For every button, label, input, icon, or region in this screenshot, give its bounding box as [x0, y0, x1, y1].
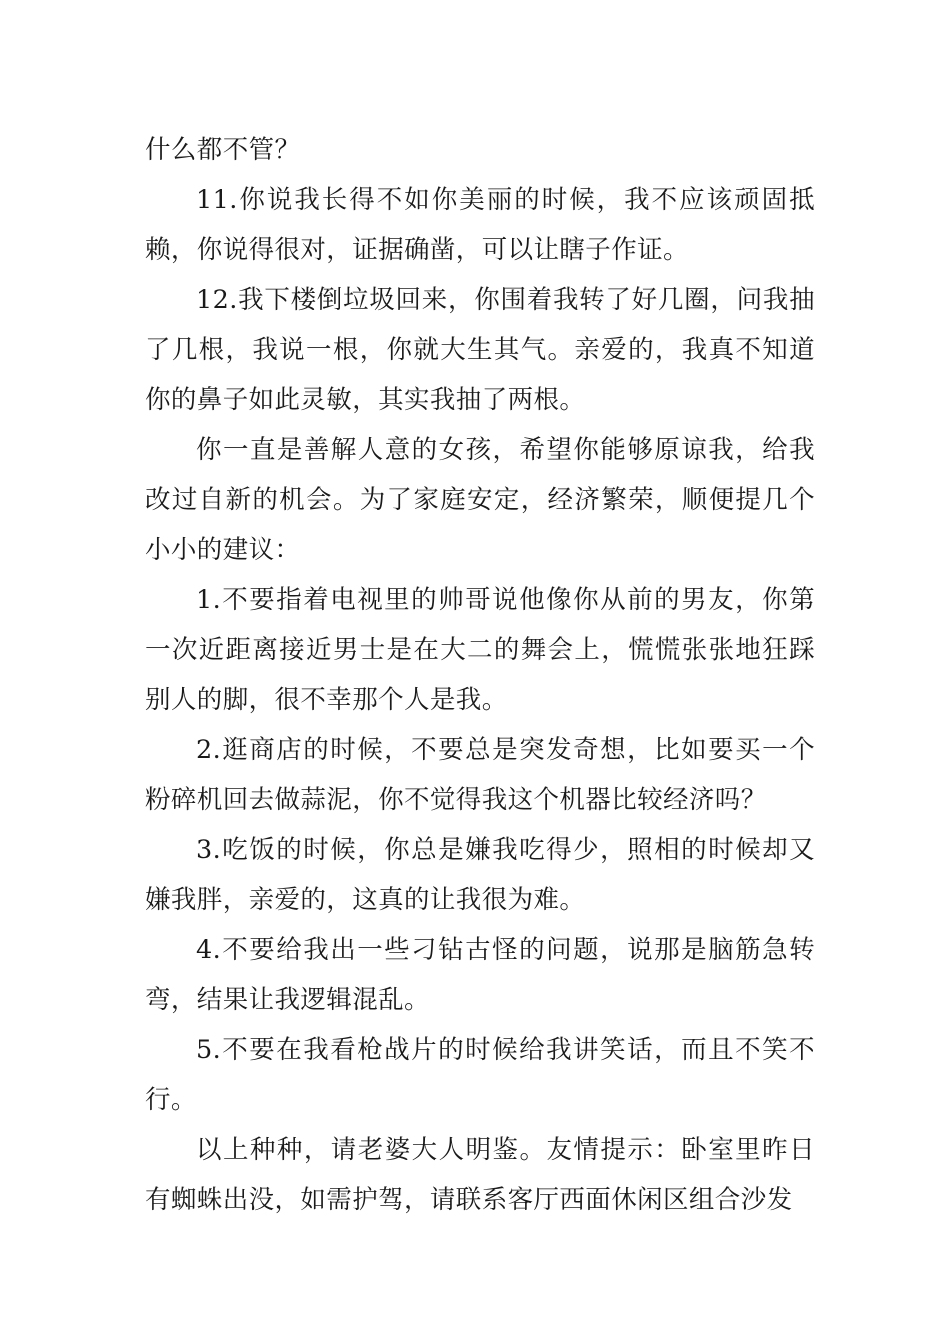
document-page [145, 125, 815, 1225]
paragraph-item-11: 11.你说我长得不如你美丽的时候，我不应该顽固抵赖，你说得很对，证据确凿，可以让瞎子作证。 [145, 185, 815, 265]
paragraph-item-12: 12.我下楼倒垃圾回来，你围着我转了好几圈，问我抽了几根，我说一根，你就大生其气。亲爱的，我真不知道你的鼻子如此灵敏，其实我抽了两根。 [145, 285, 815, 415]
paragraph-suggestion-2: 2.逛商店的时候，不要总是突发奇想，比如要买一个粉碎机回去做蒜泥，你不觉得我这个机器比较经济吗？ [145, 735, 815, 815]
paragraph-suggestion-1: 1.不要指着电视里的帅哥说他像你从前的男友，你第一次近距离接近男士是在大二的舞会上，慌慌张张地狂踩别人的脚，很不幸那个人是我。 [145, 585, 815, 715]
paragraph-closing: 以上种种，请老婆大人明鉴。友情提示：卧室里昨日有蜘蛛出没，如需护驾，请联系客厅西面休闲区组合沙发 [145, 1135, 815, 1215]
paragraph-suggestion-5: 5.不要在我看枪战片的时候给我讲笑话，而且不笑不行。 [145, 1035, 815, 1115]
paragraph-continuation: 什么都不管？ [145, 135, 301, 165]
paragraph-suggestion-3: 3.吃饭的时候，你总是嫌我吃得少，照相的时候却又嫌我胖，亲爱的，这真的让我很为难。 [145, 835, 815, 915]
paragraph-apology: 你一直是善解人意的女孩，希望你能够原谅我，给我改过自新的机会。为了家庭安定，经济繁荣，顺便提几个小小的建议： [145, 435, 815, 565]
paragraph-suggestion-4: 4.不要给我出一些刁钻古怪的问题，说那是脑筋急转弯，结果让我逻辑混乱。 [145, 935, 815, 1015]
